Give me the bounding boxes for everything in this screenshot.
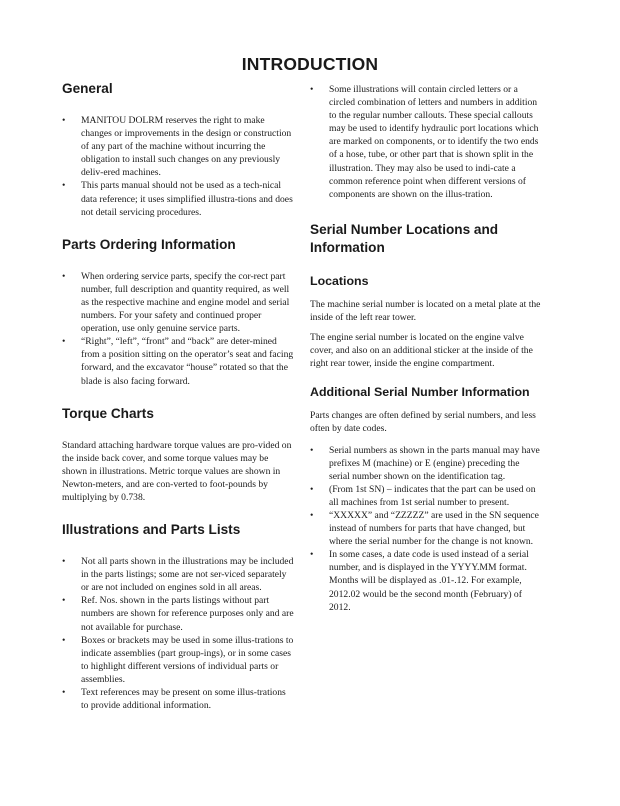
bullet-glyph: • — [310, 84, 314, 95]
list-item: • When ordering service parts, specify the cor-rect part number, full description and quantity required, as well as the respective machine and engine model and serial numbers. For your safety and continued proper operation, use only genuine service parts. — [62, 270, 290, 335]
list-item: • “Right”, “left”, “front” and “back” are deter-mined from a position sitting on the operator’s seat and facing forward, and the excavator “house” rotated so that the blade is also facing forward. — [62, 336, 294, 387]
bullet-glyph: • — [310, 444, 314, 456]
section-general — [62, 80, 294, 219]
section-heading: Parts Ordering Information — [62, 236, 236, 252]
section-serial-number — [310, 221, 541, 614]
section-parts-ordering — [62, 236, 294, 388]
left-column — [62, 80, 294, 729]
list-item: • In some cases, a date code is used instead of a serial number, and is displayed in the YYYY.MM format. Months will be displayed as .01-.12. For example, 2012.02 would be the second month (February) of 2012. — [310, 549, 529, 613]
list-item: • “XXXXX” and “ZZZZZ” are used in the SN sequence instead of numbers for parts that have changed, but where the serial number for the change is not known. — [310, 509, 539, 548]
list-item: • Serial numbers as shown in the parts manual may have prefixes M (machine) or E (engine) preceding the serial number shown on the identification tag. — [310, 444, 540, 482]
list-item: • MANITOU DOLRM reserves the right to make changes or improvements in the design or construction of any part of the machine without incurring the obligation to install such changes on any previously deliv-ered machines. — [62, 115, 292, 179]
bullet-glyph: • — [62, 634, 66, 646]
page-title: INTRODUCTION — [241, 54, 379, 74]
section-heading: Torque Charts — [62, 405, 154, 421]
bullet-glyph: • — [62, 336, 66, 348]
section-heading: Serial Number Locations and Information — [310, 221, 499, 255]
list-item: • Some illustrations will contain circled letters or a circled combination of letters and numbers in addition to the regular number callouts. These special callouts may be used to identify hydraulic port locations which are marked on components, or to identify the two ends of a hose, tube, or other part that is shown split in the illustration. They may also be used to indi-cate a common reference point when different versions of components are shown on the illus-tration. — [310, 84, 539, 200]
subsection-heading: Additional Serial Number Information — [310, 385, 530, 400]
right-column — [310, 83, 541, 631]
bullet-glyph: • — [62, 556, 66, 568]
bullet-glyph: • — [310, 549, 314, 561]
list-item: • Text references may be present on some illus-trations to provide additional information. — [62, 687, 286, 712]
bullet-list — [62, 270, 294, 388]
bullet-list — [62, 555, 294, 712]
bullet-glyph: • — [62, 115, 66, 126]
bullet-glyph: • — [62, 270, 66, 282]
body-text: Standard attaching hardware torque values are pro-vided on the inside back cover, and some torque values may be shown in illustrations. Metric torque values are shown in Newton-meters, and are con-verted to foot-pounds by multiplying by 0.738. — [62, 439, 292, 503]
bullet-glyph: • — [310, 509, 314, 521]
bullet-glyph: • — [310, 483, 314, 495]
section-illustrations — [62, 521, 294, 712]
section-callouts — [310, 83, 541, 201]
section-torque-charts — [62, 405, 294, 504]
list-item: • This parts manual should not be used as a tech-nical data reference; it uses simplified illustra-tions and does not detail servicing procedures. — [62, 180, 293, 218]
bullet-list — [62, 114, 294, 219]
body-text: The engine serial number is located on the engine valve cover, and also on an additional sticker at the inside of the right rear tower, inside the engine compartment. — [310, 332, 533, 370]
subsection-heading: Locations — [310, 273, 369, 288]
list-item: • Boxes or brackets may be used in some illus-trations to indicate assemblies (part group-ings), or in some cases to highlight different versions of individual parts or assemblies. — [62, 634, 294, 685]
bullet-glyph: • — [62, 595, 66, 607]
section-heading: Illustrations and Parts Lists — [62, 522, 241, 538]
bullet-list — [310, 83, 541, 201]
section-heading: General — [62, 81, 113, 96]
body-text: Parts changes are often defined by serial numbers, and less often by date codes. — [310, 410, 536, 435]
bullet-glyph: • — [62, 180, 66, 192]
list-item: • Not all parts shown in the illustrations may be included in the parts listings; some are not ser-viced separately or are not included on engines sold in all areas. — [62, 556, 294, 594]
list-item: • (From 1st SN) – indicates that the part can be used on all machines from 1st serial number to present. — [310, 483, 536, 508]
bullet-list — [310, 444, 541, 614]
bullet-glyph: • — [62, 687, 66, 698]
body-text: The machine serial number is located on a metal plate at the inside of the left rear tower. — [310, 298, 541, 323]
list-item: • Ref. Nos. shown in the parts listings without part numbers are shown for reference purposes only and are not available for purchase. — [62, 595, 294, 633]
